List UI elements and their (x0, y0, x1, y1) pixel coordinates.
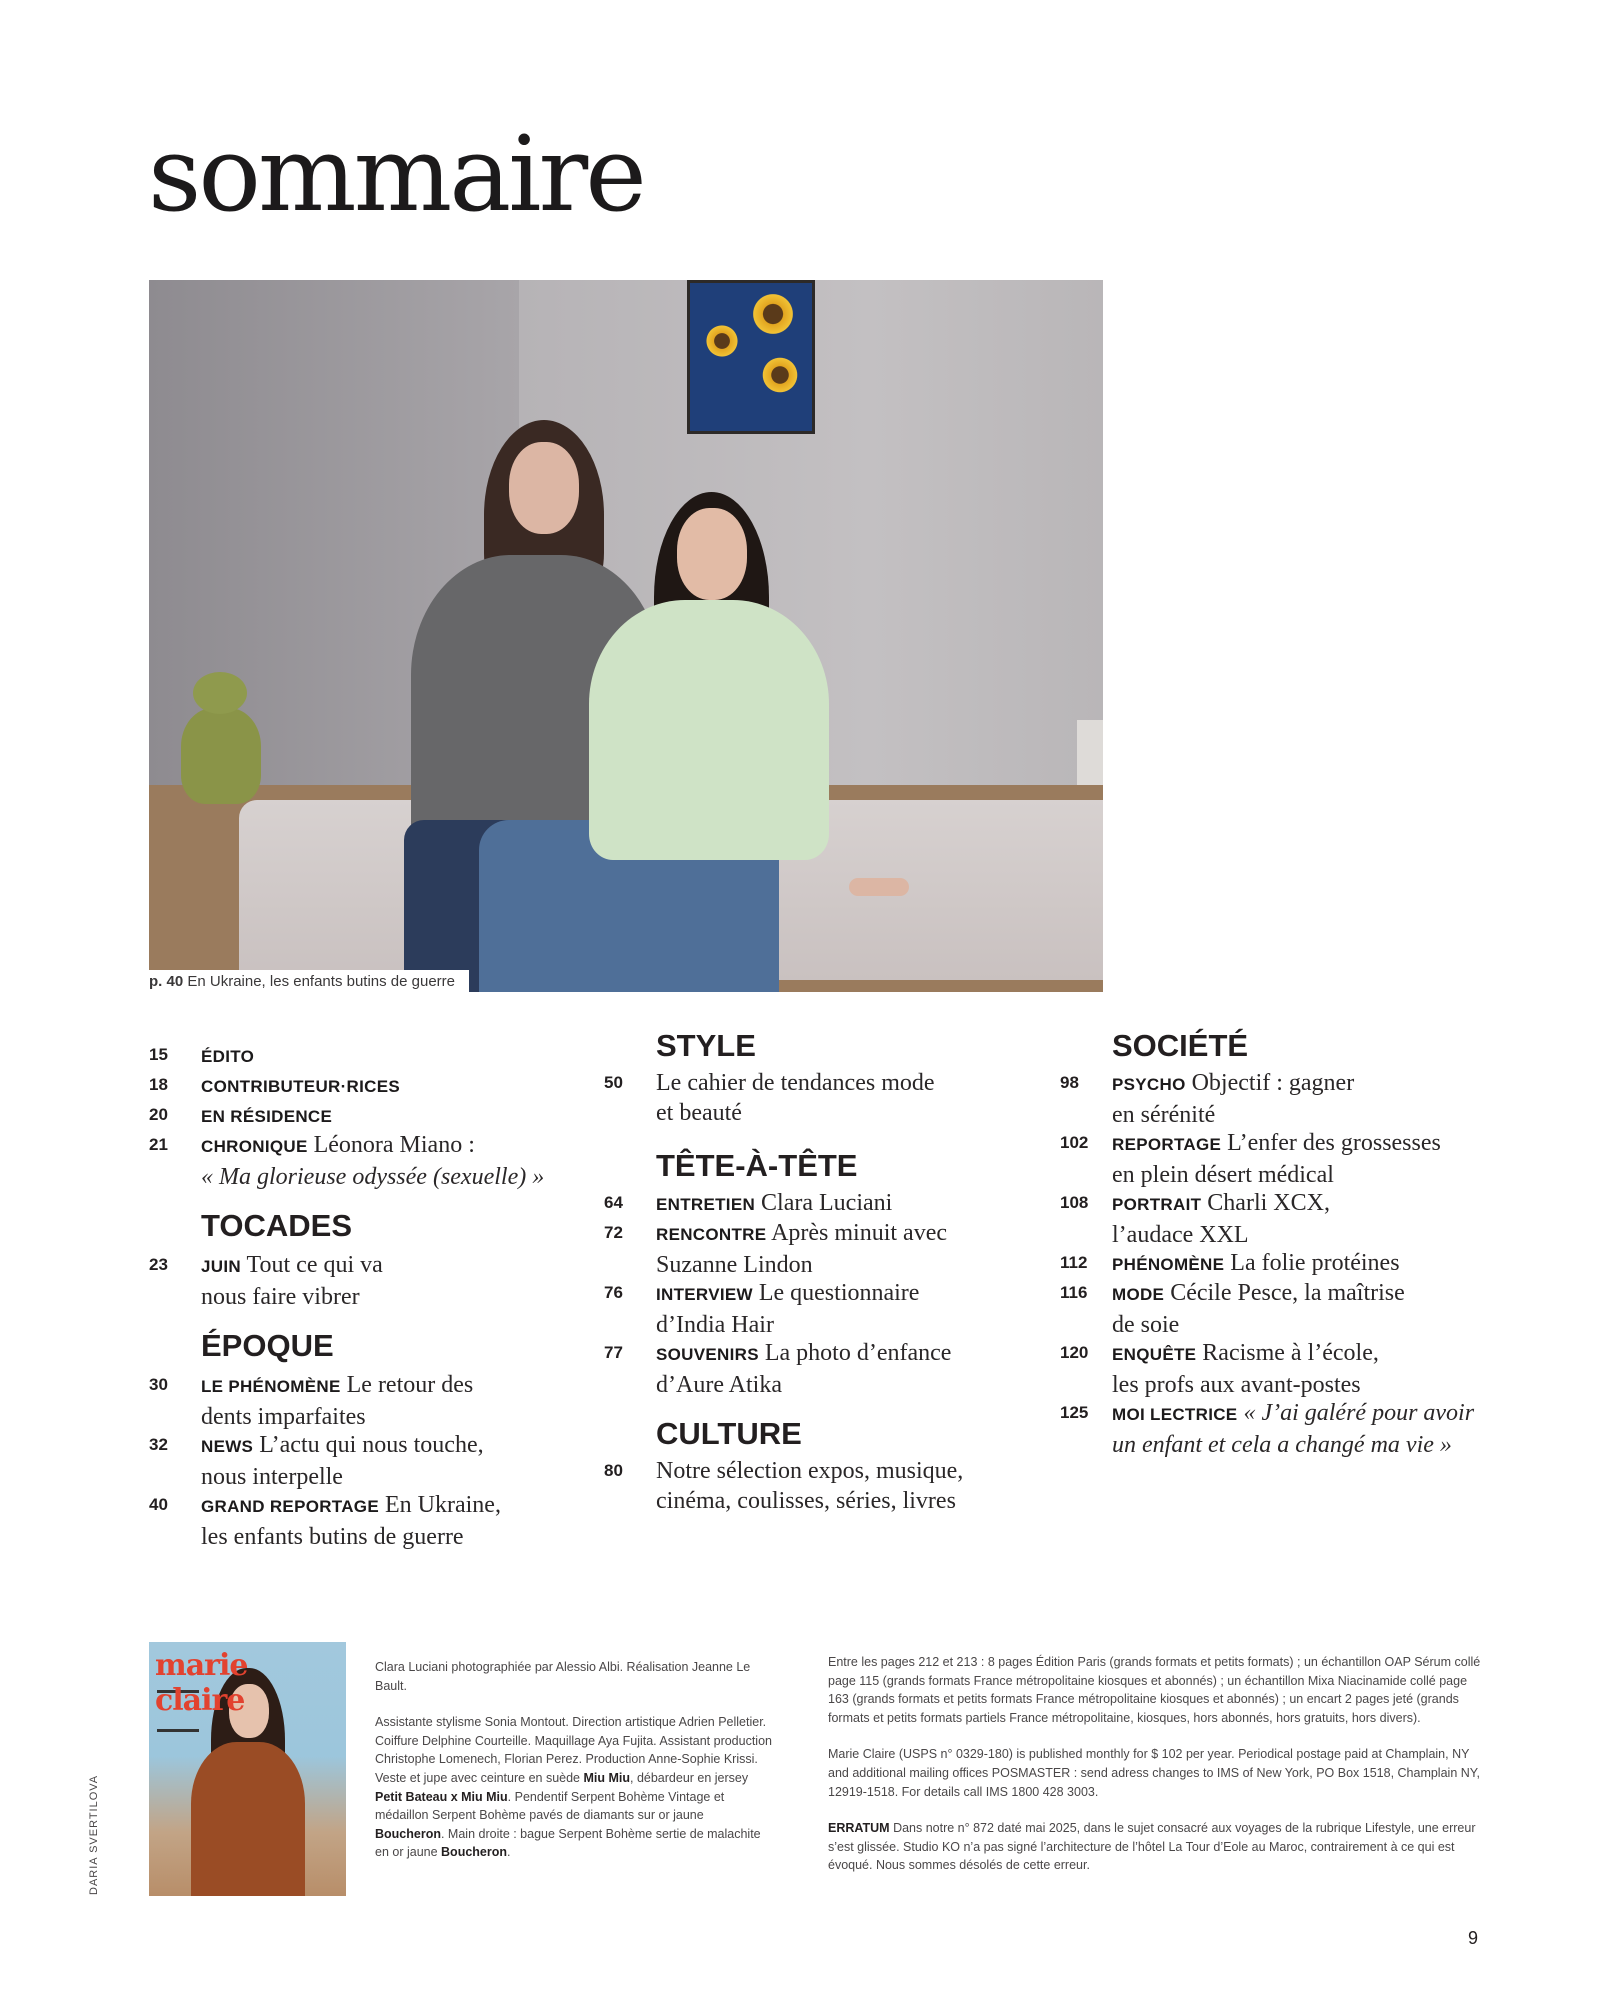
plush-frog (171, 672, 267, 822)
sunflower-painting (687, 280, 815, 434)
section-heading-culture: CULTURE (656, 1416, 802, 1451)
section-heading-societe: SOCIÉTÉ (1112, 1028, 1249, 1063)
section-heading-epoque: ÉPOQUE (201, 1328, 334, 1363)
photo-credit: DARIA SVERTILOVA (88, 1774, 100, 1895)
section-heading-tocades: TOCADES (201, 1208, 353, 1243)
legal-info: Entre les pages 212 et 213 : 8 pages Édition Paris (grands formats et petits formats) ; un échantillon OAP Sérum collé page 115 (grands formats France métropolitaine kiosques et abonnés) ; un échantillon Mixa Niacinamide collé page 163 (grands formats et petits formats France métropolitaine kiosques et abonnés) ; un encart 2 pages jeté (grands formats et petits formats partiels France métropolitaine, kiosques, hors abonnés, hors gratuits, hors divers). Marie Claire (USPS n° 0329-180) is published monthly for $ 102 per year. Periodical postage paid at Champlain, NY and additional mailing offices POSMASTER : send adress changes to IMS of New York, PO Box 1518, Champlain NY, 12919-1518. For details call IMS 1800 428 3003. ERRATUM Dans notre n° 872 daté mai 2025, dans le sujet consacré aux voyages de la rubrique Lifestyle, une erreur s’est glissée. Studio KO n’a pas signé l’architecture de l’hôtel La Tour d’Eole au Maroc, contrairement à ce qui est évoqué. Nous sommes désolés de cette erreur. (828, 1655, 1481, 1873)
feature-photo (149, 280, 1103, 992)
section-heading-style: STYLE (656, 1028, 756, 1063)
page-number: 9 (1468, 1928, 1479, 1948)
girl-green-sweater (589, 600, 829, 860)
section-heading-tete-a-tete: TÊTE-À-TÊTE (656, 1148, 858, 1183)
photo-caption: p. 40 En Ukraine, les enfants butins de guerre (149, 970, 469, 994)
cover-credits: Clara Luciani photographiée par Alessio Albi. Réalisation Jeanne Le Bault. Assistante stylisme Sonia Montout. Direction artistique Adrien Pelletier. Coiffure Delphine Courteille. Maquillage Aya Fujita. Assistant production Christophe Lomenech, Florian Perez. Production Anne-Sophie Krissi. Veste et jupe avec ceinture en suède Miu Miu, débardeur en jersey Petit Bateau x Miu Miu. Pendentif Serpent Bohème Vintage et médaillon Serpent Bohème pavés de diamants sur or jaune Boucheron. Main droite : bague Serpent Bohème sertie de malachite en or jaune Boucheron. (375, 1660, 772, 1860)
cover-logo: marie claire (155, 1648, 248, 1718)
magazine-cover-thumbnail (149, 1642, 346, 1896)
page-title: sommaire (148, 113, 644, 235)
